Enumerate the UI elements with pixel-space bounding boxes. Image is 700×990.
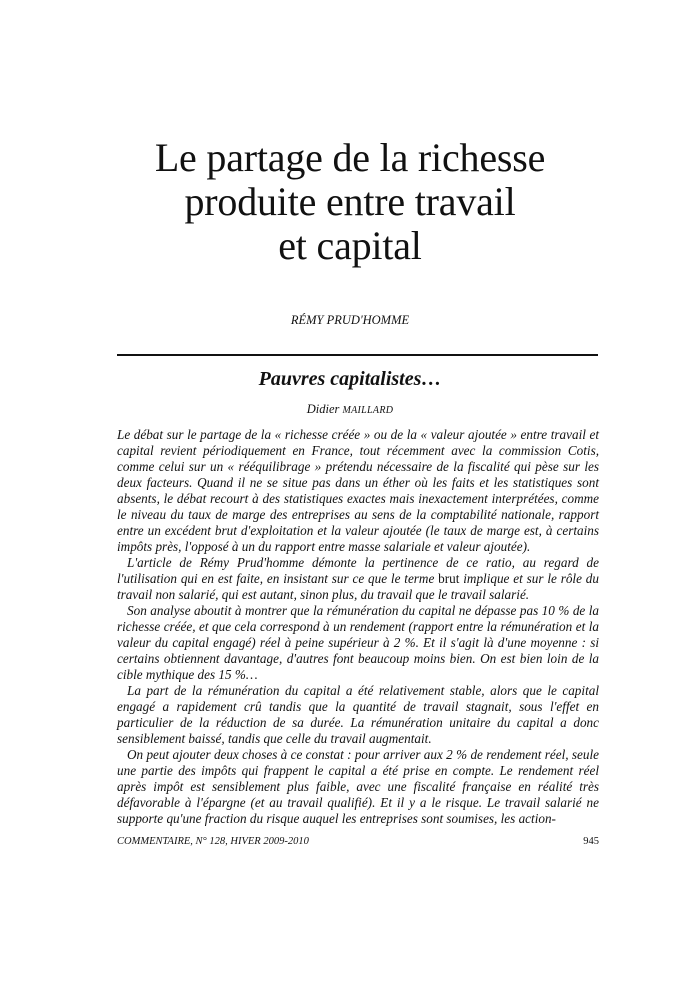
paragraph-3: Son analyse aboutit à montrer que la rémunération du capital ne dépasse pas 10 % de la richesse créée, et que cela correspond à un rendement (rapport entre la rémunération et la valeur du capital engagé) réel à peine supérieur à 2 %. Et il s'agit là d'une moyenne : si certains obtiennent davantage, d'autres font beaucoup moins bien. On est bien loin de la cible mythique des 15 %…	[117, 603, 599, 682]
section-title: Pauvres capitalistes…	[258, 368, 442, 390]
article-title	[100, 136, 600, 268]
article-title-line-2: produite entre travail	[184, 179, 516, 224]
page-footer	[117, 836, 599, 852]
paragraph-2	[117, 555, 599, 603]
paragraph-2-start: L'article de Rémy Prud'homme démonte la pertinence de ce ratio, au regard de l'utilisation qui en est faite, en insistant sur ce que le terme	[117, 555, 599, 586]
article-title-line-3: et capital	[278, 223, 422, 268]
byline-last-name: MAILLARD	[342, 405, 394, 416]
body-text	[117, 427, 599, 827]
paragraph-2-end: implique et sur le rôle du travail non salarié, qui est autant, sinon plus, du travail que le travail salarié.	[117, 571, 599, 602]
article-title-line-1: Le partage de la richesse	[154, 135, 546, 180]
paragraph-1: Le débat sur le partage de la « richesse créée » ou de la « valeur ajoutée » entre travail et capital revient périodiquement en France, tout récemment avec la commission Cotis, comme celui sur un « rééquilibrage » prétendu nécessaire de la fiscalité qui pèse sur les deux facteurs. Quand il ne se situe pas dans un éther où les faits et les statistiques sont absents, le débat recourt à des statistiques exactes mais inexactement interprétées, comme le niveau du taux de marge des entreprises au sens de la comptabilité nationale, rapport entre un excédent brut d'exploitation et la valeur ajoutée (le taux de marge est, à certains impôts près, l'opposé à un du rapport entre masse salariale et valeur ajoutée).	[117, 427, 599, 554]
byline-first-name: Didier	[306, 402, 343, 416]
section-divider	[117, 354, 598, 356]
section-byline	[100, 402, 600, 417]
paragraph-5: On peut ajouter deux choses à ce constat : pour arriver aux 2 % de rendement réel, seule une partie des impôts qui frappent le capital a été prise en compte. Le rendement réel après impôt est sensiblement plus faible, avec une fiscalité française en réalité très défavorable à l'épargne (et au travail qualifié). Et il y a le risque. Le travail salarié ne supporte qu'une fraction du risque auquel les entreprises sont soumises, les action-	[117, 747, 599, 826]
article-author: RÉMY PRUD'HOMME	[290, 313, 410, 327]
page-number: 945	[583, 836, 599, 847]
paragraph-4: La part de la rémunération du capital a été relativement stable, alors que le capital engagé a rapidement crû tandis que la quantité de travail stagnait, sous l'effet en particulier de la réduction de sa durée. La rémunération unitaire du capital a donc sensiblement baissé, tandis que celle du travail augmentait.	[117, 683, 599, 746]
paragraph-2-term-brut: brut	[438, 571, 460, 586]
journal-reference: COMMENTAIRE, N° 128, HIVER 2009-2010	[117, 836, 309, 847]
